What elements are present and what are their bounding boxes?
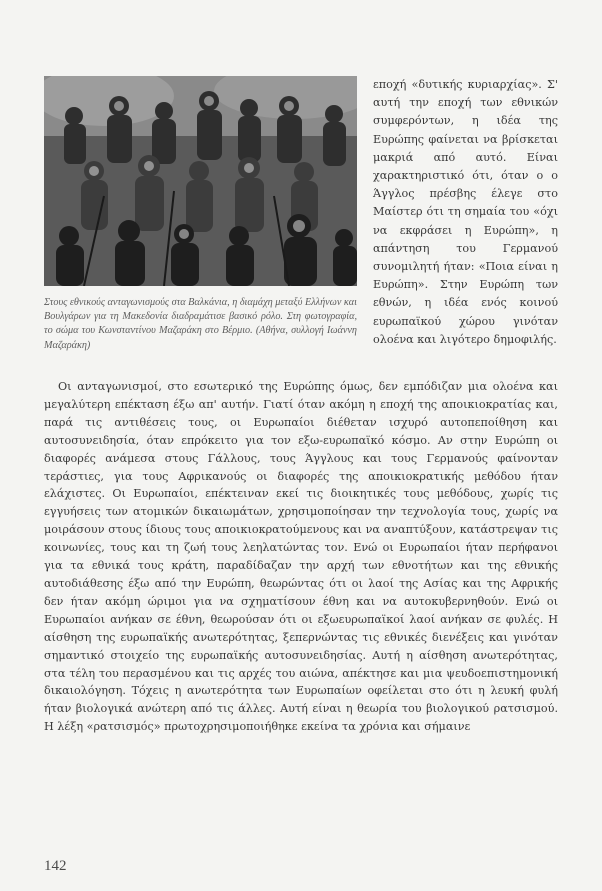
historical-group-photo — [44, 76, 357, 286]
group-photo-icon — [44, 76, 357, 286]
photo-caption: Στους εθνικούς ανταγωνισμούς στα Βαλκάνια, η διαμάχη μεταξύ Ελλήνων και Βουλγάρων για τη Μακεδονία διαδραμάτισε βασικό ρόλο. Στη φωτογραφία, το σώμα του Κωνσταντίνου Μαζαράκη στο Βέρμιο. (Αθήνα, συλλογή Ιωάννη Μαζαράκη) — [44, 297, 357, 351]
main-body-text: Οι ανταγωνισμοί, στο εσωτερικό της Ευρώπης όμως, δεν εμπόδιζαν μια ολοένα και μεγαλύτερη επέκταση έξω απ' αυτήν. Γιατί όταν ακόμη η εποχή της αποικιοκρατίας και, παρά τις αντιθέσεις τους, οι Ευρωπαίοι διέθεταν ισχυρό αυτοπεποίθηση και αυτοσυνειδησία, όταν επρόκειτο για τον εξω-ευρωπαϊκό κόσμο. Αν στην Ευρώπη οι διαφορές ανάμεσα στους Γάλλους, τους Άγγλους και τους Γερμανούς φαίνονταν τεράστιες, για τους Αφρικανούς οι διαφορές της αποικιοκρατικής μεθόδου ήταν ελάχιστες. Οι Ευρωπαίοι, επέκτειναν εκεί τις διοικητικές τους μεθόδους, χωρίς τις εγγυήσεις των ατομικών δικαιωμάτων, χρησιμοποίησαν την τεχνολογία τους, χωρίς να μοιράσουν στους ίδιους τους αποικιοκρατούμενους και να αναπτύξουν, κατάστρεψαν τις κοινωνίες, τους και τη ζωή τους λεηλατώντας τον. Ενώ οι Ευρωπαίοι ήταν περήφανοι για τα εθνικά τους κράτη, παραδίδαζαν την αρχή των εθνοτήτων και της εθνικής αυτοδιάθεσης έξω από την Ευρώπη, θεωρώντας ότι οι λαοί της Ασίας και της Αφρικής δεν ήταν ακόμη ώριμοι για να σχηματίσουν έθνη και να αυτοκυβερνηθούν. Ενώ οι Ευρωπαίοι ανήκαν σε έθνη, θεωρούσαν ότι οι εξωευρωπαϊκοί λαοί ανήκαν σε φυλές. Η αίσθηση της ευρωπαϊκής ανωτερότητας, ξεπερνώντας τις εθνικές διενέξεις και γινόταν σημαντικό στοιχείο της ευρωπαϊκής αυτοσυνειδησίας. Αυτή η αίσθηση ανωτερότητας, στα τέλη του περασμένου και τις αρχές του αιώνα, απέκτησε και μια ψευδοεπιστημονική δικαιολόγηση. Τόχεις η ανωτερότητα των Ευρωπαίων οφείλεται στο ότι η λευκή φυλή ήταν βιολογικά ανώτερη από τις άλλες. Αυτή είναι η θεωρία του βιολογικού ρατσισμού. Η λέξη «ρατσισμός» πρωτοχρησιμοποιήθηκε εκείνα τα χρόνια και σήμαινε — [44, 380, 558, 734]
page-number: 142 — [44, 858, 67, 874]
side-text-column: εποχή «δυτικής κυριαρχίας». Σ' αυτή την εποχή των εθνικών συμφερόντων, η ιδέα της Ευρώπης φαίνεται να βρίσκεται μακριά από αυτό. Είναι χαρακτηριστικό ότι, όταν ο ο Άγγλος πρέσβης έλεγε στο Μαίστερ ότι τη σημαία του «όχι να εκφράσει η Ευρώπη», η απάντηση του Γερμανού συνομιλητή ήταν: «Ποια είναι η Ευρώπη». Στην Ευρώπη των εθνών, η ιδέα ενός κοινού ευρωπαϊκού χώρου γινόταν ολοένα και λιγότερο δημοφιλής. — [373, 78, 558, 346]
